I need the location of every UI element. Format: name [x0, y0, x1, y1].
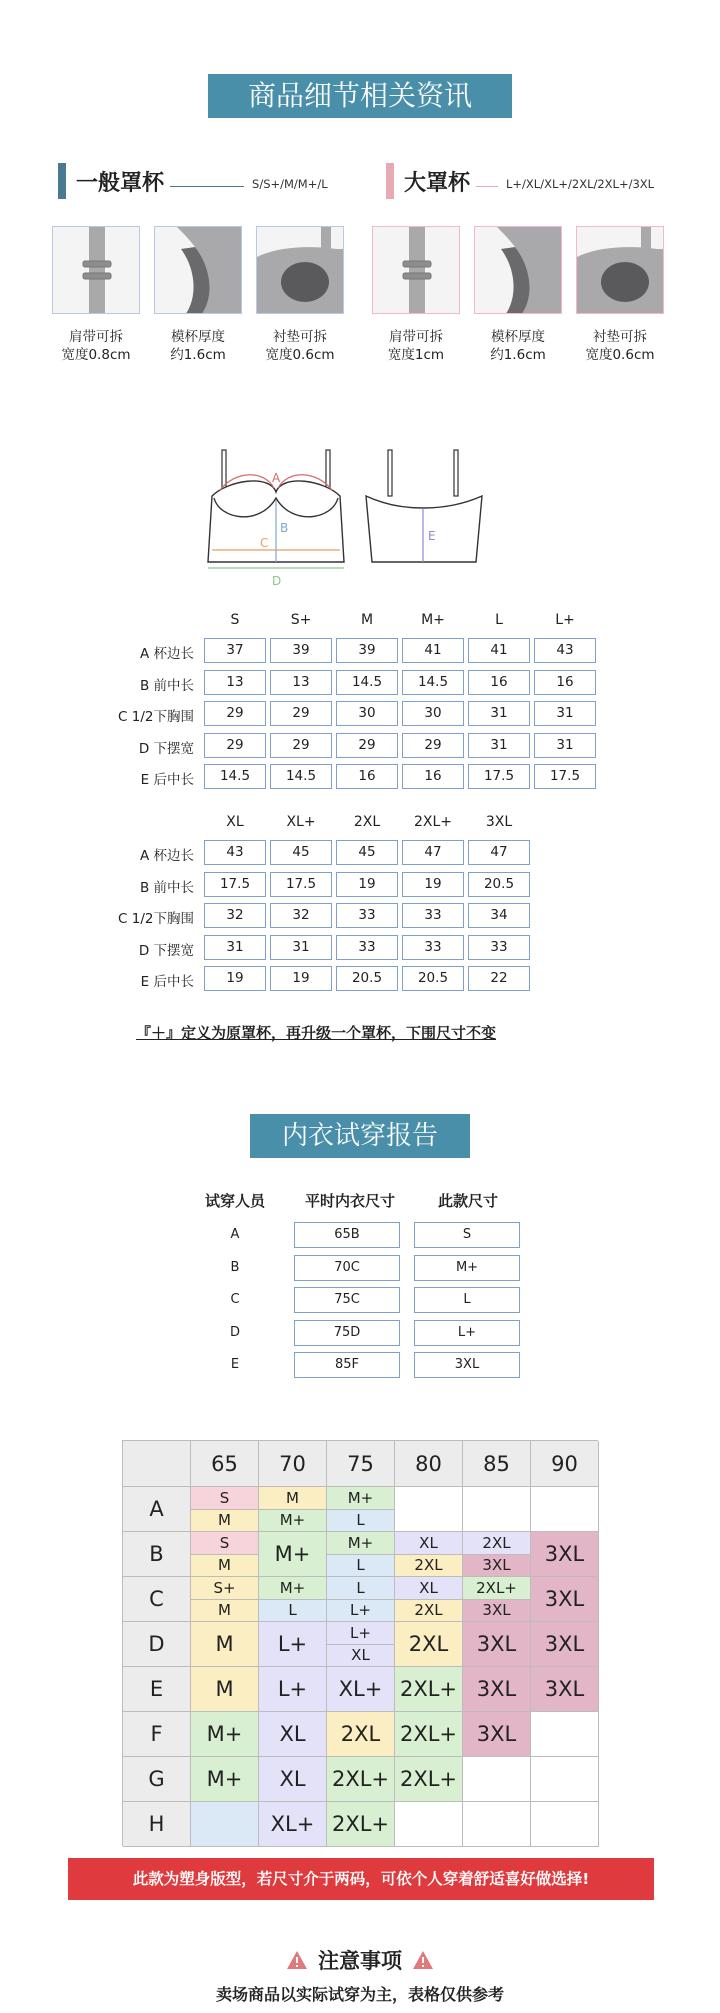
recommended-size-cell: L	[259, 1600, 327, 1623]
large-cup-marker	[386, 163, 394, 199]
recommended-size-cell: 2XL+	[327, 1802, 395, 1847]
recommended-size-cell: M+	[259, 1577, 327, 1600]
band-size-header: 65	[191, 1441, 259, 1487]
recommended-size-cell: 2XL	[395, 1600, 463, 1623]
recommended-size-cell: S+	[191, 1577, 259, 1600]
feature-caption: 肩带可拆 宽度0.8cm	[61, 329, 131, 363]
size-value-cell: 31	[468, 733, 530, 758]
label-c: C	[260, 536, 269, 550]
large-cup-header	[386, 163, 654, 199]
pad-icon	[257, 227, 344, 314]
recommended-size-cell: S	[191, 1487, 259, 1510]
size-value-cell: 19	[402, 872, 464, 897]
recommended-size-cell: 3XL	[531, 1622, 599, 1667]
size-value-cell: 14.5	[336, 670, 398, 695]
size-value-cell: 19	[270, 966, 332, 991]
feature-caption: 模杯厚度 约1.6cm	[490, 329, 546, 363]
attention-heading	[0, 1945, 720, 1975]
recommended-size-cell: M	[259, 1487, 327, 1510]
size-value-cell: 45	[336, 840, 398, 865]
size-value-cell: 47	[402, 840, 464, 865]
size-value-cell: 29	[204, 701, 266, 726]
tryon-person: B	[230, 1259, 240, 1275]
recommended-size-cell: M+	[259, 1510, 327, 1533]
size-value-cell: 22	[468, 966, 530, 991]
feature-caption: 衬垫可拆 宽度0.6cm	[585, 329, 655, 363]
recommended-size-cell: 3XL	[463, 1622, 531, 1667]
measurement-label: C 1/2下胸围	[118, 709, 194, 725]
plus-definition-note: 『＋』定义为原罩杯，再升级一个罩杯，下围尺寸不变	[136, 1024, 497, 1042]
recommended-size-cell: L+	[327, 1622, 395, 1645]
recommended-size-cell: XL	[327, 1645, 395, 1668]
band-size-header: 70	[259, 1441, 327, 1487]
size-value-cell: 13	[270, 670, 332, 695]
size-value-cell: 41	[402, 638, 464, 663]
size-recommendation-grid	[122, 1440, 598, 1846]
recommended-size-cell: 2XL	[395, 1622, 463, 1667]
size-column-header: L+	[555, 612, 575, 628]
size-value-cell: 20.5	[336, 966, 398, 991]
recommended-size-cell: 3XL	[531, 1667, 599, 1712]
size-column-header: S	[230, 612, 240, 628]
recommended-size-cell	[531, 1487, 599, 1532]
size-value-cell: 17.5	[534, 764, 596, 789]
recommended-size-cell	[531, 1757, 599, 1802]
recommended-size-cell: 3XL	[531, 1577, 599, 1622]
tryon-usual-size: 75C	[294, 1287, 400, 1313]
recommended-size-cell: 2XL+	[395, 1757, 463, 1802]
recommended-size-cell: M+	[327, 1532, 395, 1555]
recommended-size-cell	[395, 1802, 463, 1847]
recommended-size-cell	[395, 1487, 463, 1532]
normal-cup-header	[58, 163, 328, 199]
recommended-size-cell	[531, 1802, 599, 1847]
footer-disclaimer: 卖场商品以实际试穿为主，表格仅供参考	[215, 1985, 504, 2004]
size-value-cell: 37	[204, 638, 266, 663]
size-value-cell: 29	[204, 733, 266, 758]
tryon-header-person: 试穿人员	[204, 1192, 265, 1210]
size-value-cell: 31	[204, 935, 266, 960]
size-column-header: XL+	[286, 814, 316, 830]
recommended-size-cell: L	[327, 1577, 395, 1600]
size-column-header: 2XL+	[413, 814, 453, 830]
cup-thickness-icon	[155, 227, 242, 314]
recommended-size-cell	[463, 1802, 531, 1847]
recommended-size-cell: L	[327, 1555, 395, 1578]
size-value-cell: 29	[270, 701, 332, 726]
recommended-size-cell: 3XL	[463, 1667, 531, 1712]
size-column-header: 2XL	[353, 814, 381, 830]
size-value-cell: 14.5	[204, 764, 266, 789]
size-value-cell: 33	[468, 935, 530, 960]
normal-cup-marker	[58, 163, 66, 199]
size-value-cell: 29	[402, 733, 464, 758]
attention-title: 注意事项	[318, 1949, 402, 1973]
recommended-size-cell	[463, 1757, 531, 1802]
size-value-cell: 14.5	[270, 764, 332, 789]
size-value-cell: 20.5	[402, 966, 464, 991]
cup-letter-header: G	[123, 1757, 191, 1802]
size-value-cell: 31	[534, 733, 596, 758]
recommended-size-cell	[463, 1487, 531, 1532]
cup-letter-header: A	[123, 1487, 191, 1532]
size-value-cell: 39	[270, 638, 332, 663]
cup-letter-header: F	[123, 1712, 191, 1757]
recommended-size-cell	[191, 1802, 259, 1847]
size-column-header: L	[495, 612, 503, 628]
band-size-header: 75	[327, 1441, 395, 1487]
measurement-label: A 杯边长	[139, 646, 194, 662]
strap-thumbnail-large	[372, 226, 460, 314]
large-cup-divider	[476, 186, 498, 187]
size-value-cell: 30	[402, 701, 464, 726]
recommended-size-cell: M	[191, 1555, 259, 1578]
recommended-size-cell: M+	[191, 1757, 259, 1802]
size-value-cell: 19	[336, 872, 398, 897]
cup-letter-header: B	[123, 1532, 191, 1577]
size-value-cell: 16	[402, 764, 464, 789]
cup-thickness-thumbnail	[154, 226, 242, 314]
size-value-cell: 31	[534, 701, 596, 726]
recommended-size-cell: L+	[259, 1667, 327, 1712]
measurement-label: B 前中长	[139, 677, 194, 694]
size-value-cell: 33	[402, 903, 464, 928]
tryon-person: A	[230, 1227, 240, 1242]
size-value-cell: 31	[468, 701, 530, 726]
tryon-usual-size: 75D	[294, 1320, 400, 1346]
recommended-size-cell: 2XL+	[395, 1667, 463, 1712]
recommended-size-cell: M	[191, 1622, 259, 1667]
recommended-size-cell: 2XL+	[395, 1712, 463, 1757]
size-value-cell: 19	[204, 966, 266, 991]
recommended-size-cell: XL	[395, 1577, 463, 1600]
tryon-usual-size: 65B	[294, 1222, 400, 1248]
recommended-size-cell: XL+	[259, 1802, 327, 1847]
recommended-size-cell: M	[191, 1667, 259, 1712]
size-value-cell: 16	[468, 670, 530, 695]
size-value-cell: 31	[270, 935, 332, 960]
recommended-size-cell: XL	[259, 1712, 327, 1757]
cup-letter-header: D	[123, 1622, 191, 1667]
recommended-size-cell: XL+	[327, 1667, 395, 1712]
size-value-cell: 32	[204, 903, 266, 928]
tryon-header-usual-size: 平时内衣尺寸	[304, 1192, 395, 1210]
recommended-size-cell: 2XL+	[327, 1757, 395, 1802]
measurement-label: B 前中长	[139, 879, 194, 896]
size-value-cell: 30	[336, 701, 398, 726]
recommended-size-cell: 3XL	[531, 1532, 599, 1577]
strap-icon	[373, 227, 460, 314]
normal-cup-divider	[170, 186, 244, 187]
size-value-cell: 29	[270, 733, 332, 758]
label-e: E	[428, 529, 436, 543]
normal-cup-sizes: S/S+/M/M+/L	[252, 177, 328, 191]
cup-thickness-thumbnail-large	[474, 226, 562, 314]
recommended-size-cell: M	[191, 1510, 259, 1533]
grid-corner	[123, 1441, 191, 1487]
normal-cup-name: 一般罩杯	[76, 170, 165, 196]
tryon-recommended-size: S	[414, 1222, 520, 1248]
size-value-cell: 34	[468, 903, 530, 928]
recommended-size-cell: 3XL	[463, 1712, 531, 1757]
size-value-cell: 39	[336, 638, 398, 663]
recommended-size-cell: 2XL	[395, 1555, 463, 1578]
feature-caption: 衬垫可拆 宽度0.6cm	[265, 329, 335, 363]
pad-icon	[577, 227, 664, 314]
recommended-size-cell: L	[327, 1510, 395, 1533]
size-value-cell: 14.5	[402, 670, 464, 695]
size-value-cell: 43	[204, 840, 266, 865]
cup-letter-header: C	[123, 1577, 191, 1622]
cup-thickness-icon	[475, 227, 562, 314]
recommended-size-cell: M+	[191, 1712, 259, 1757]
size-value-cell: 32	[270, 903, 332, 928]
cup-letter-header: H	[123, 1802, 191, 1847]
size-value-cell: 33	[402, 935, 464, 960]
recommended-size-cell: 2XL	[327, 1712, 395, 1757]
recommended-size-cell	[531, 1712, 599, 1757]
large-cup-name: 大罩杯	[404, 170, 471, 196]
size-value-cell: 33	[336, 935, 398, 960]
size-value-cell: 47	[468, 840, 530, 865]
recommended-size-cell: M+	[327, 1487, 395, 1510]
recommended-size-cell: L+	[327, 1600, 395, 1623]
size-value-cell: 13	[204, 670, 266, 695]
measurement-label: A 杯边长	[139, 848, 194, 864]
size-value-cell: 33	[336, 903, 398, 928]
size-value-cell: 45	[270, 840, 332, 865]
recommended-size-cell: 2XL+	[463, 1577, 531, 1600]
band-size-header: 90	[531, 1441, 599, 1487]
size-value-cell: 17.5	[204, 872, 266, 897]
size-value-cell: 16	[336, 764, 398, 789]
measurement-label: E 后中长	[140, 772, 194, 788]
measurement-label: E 后中长	[140, 974, 194, 990]
pad-thumbnail-large	[576, 226, 664, 314]
tryon-recommended-size: 3XL	[414, 1352, 520, 1378]
size-column-header: M+	[421, 612, 445, 628]
recommended-size-cell: XL	[395, 1532, 463, 1555]
measurement-label: D 下摆宽	[138, 942, 194, 959]
size-column-header: M	[360, 612, 374, 628]
band-size-header: 80	[395, 1441, 463, 1487]
size-value-cell: 29	[336, 733, 398, 758]
label-d: D	[272, 574, 282, 588]
strap-thumbnail	[52, 226, 140, 314]
size-value-cell: 43	[534, 638, 596, 663]
size-value-cell: 41	[468, 638, 530, 663]
recommended-size-cell: 2XL	[463, 1532, 531, 1555]
size-column-header: S+	[290, 612, 312, 628]
size-value-cell: 16	[534, 670, 596, 695]
fit-advice-banner: 此款为塑身版型，若尺寸介于两码，可依个人穿着舒适喜好做选择!	[68, 1858, 654, 1900]
size-value-cell: 17.5	[270, 872, 332, 897]
size-column-header: 3XL	[485, 814, 513, 830]
tryon-person: C	[230, 1292, 240, 1307]
label-b: B	[280, 521, 289, 535]
measurement-diagram	[200, 440, 520, 590]
recommended-size-cell: M+	[259, 1532, 327, 1577]
band-size-header: 85	[463, 1441, 531, 1487]
warning-icon	[286, 1950, 308, 1970]
tryon-usual-size: 70C	[294, 1255, 400, 1281]
measurement-label: C 1/2下胸围	[118, 911, 194, 927]
recommended-size-cell: S	[191, 1532, 259, 1555]
size-column-header: XL	[226, 814, 244, 830]
strap-icon	[53, 227, 140, 314]
tryon-recommended-size: L+	[414, 1320, 520, 1346]
tryon-person: D	[229, 1324, 240, 1340]
recommended-size-cell: M	[191, 1600, 259, 1623]
tryon-usual-size: 85F	[294, 1352, 400, 1378]
section-banner-details: 商品细节相关资讯	[208, 74, 512, 118]
warning-icon	[412, 1950, 434, 1970]
recommended-size-cell: 3XL	[463, 1600, 531, 1623]
feature-caption: 模杯厚度 约1.6cm	[170, 329, 226, 363]
recommended-size-cell: L+	[259, 1622, 327, 1667]
section-banner-tryon: 内衣试穿报告	[250, 1114, 470, 1158]
pad-thumbnail	[256, 226, 344, 314]
cup-letter-header: E	[123, 1667, 191, 1712]
feature-caption: 肩带可拆 宽度1cm	[387, 329, 445, 363]
size-value-cell: 17.5	[468, 764, 530, 789]
large-cup-sizes: L+/XL/XL+/2XL/2XL+/3XL	[506, 177, 655, 191]
tryon-person: E	[230, 1357, 240, 1372]
tryon-header-this-size: 此款尺寸	[437, 1192, 498, 1210]
measurement-label: D 下摆宽	[138, 740, 194, 757]
label-a: A	[272, 471, 281, 485]
tryon-recommended-size: L	[414, 1287, 520, 1313]
size-value-cell: 20.5	[468, 872, 530, 897]
tryon-recommended-size: M+	[414, 1255, 520, 1281]
recommended-size-cell: XL	[259, 1757, 327, 1802]
recommended-size-cell: 3XL	[463, 1555, 531, 1578]
